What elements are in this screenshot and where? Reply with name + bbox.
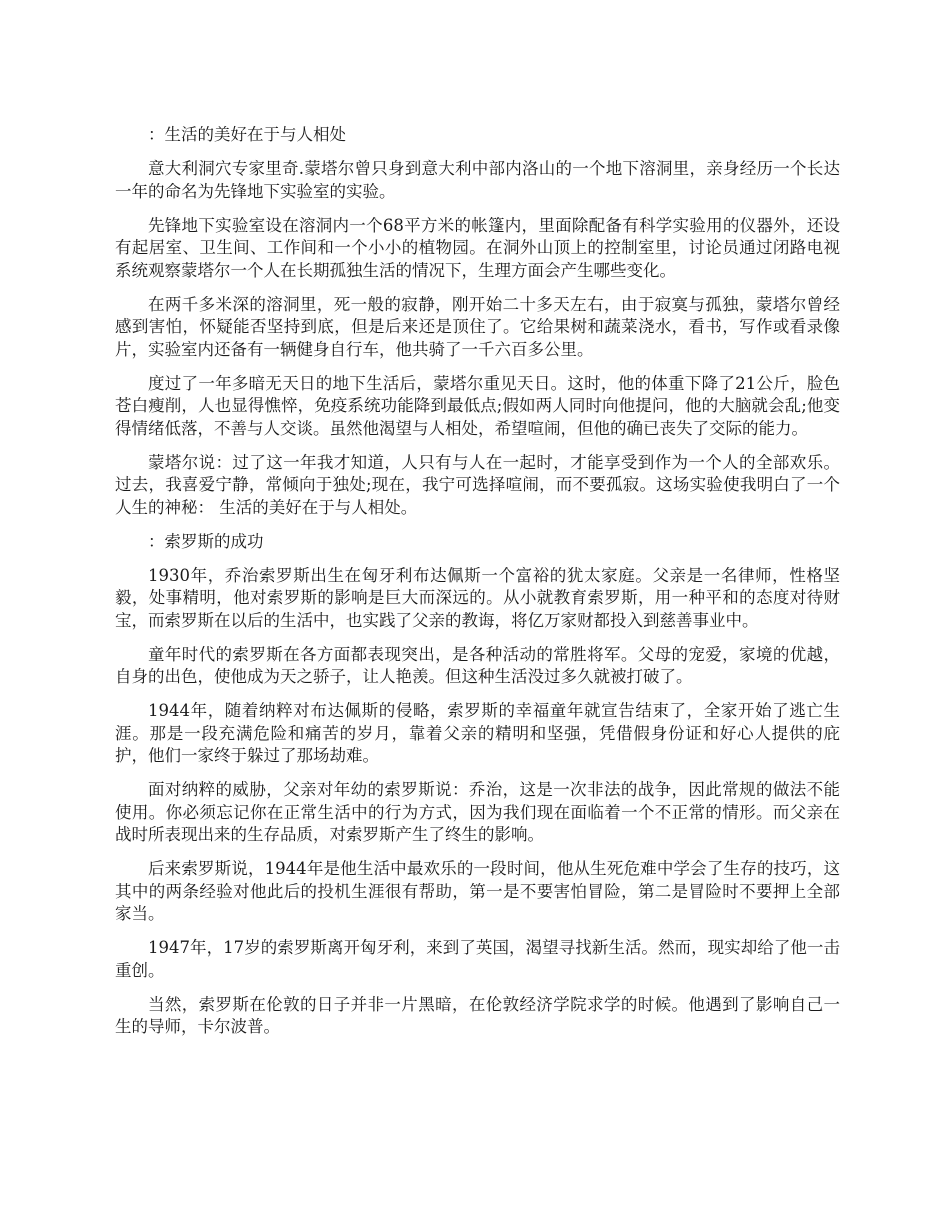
paragraph: 当然，索罗斯在伦敦的日子并非一片黑暗，在伦敦经济学院求学的时候。他遇到了影响自己一生的导师，卡尔波普。 (115, 994, 840, 1036)
paragraph: 度过了一年多暗无天日的地下生活后，蒙塔尔重见天日。这时，他的体重下降了21公斤，脸色苍白瘦削，人也显得憔悴，免疫系统功能降到最低点;假如两人同时向他提问，他的大脑就会乱;他变得情绪低落，不善与人交谈。虽然他渴望与人相处，希望喧闹，但他的确已丧失了交际的能力。 (115, 373, 840, 438)
document-body (115, 124, 840, 1050)
section-heading-1: ：生活的美好在于与人相处 (148, 125, 346, 144)
paragraph: 先锋地下实验室设在溶洞内一个68平方米的帐篷内，里面除配备有科学实验用的仪器外，还设有起居室、卫生间、工作间和一个小小的植物园。在洞外山顶上的控制室里，讨论员通过闭路电视系统观察蒙塔尔一个人在长期孤独生活的情况下，生理方面会产生哪些变化。 (115, 215, 840, 280)
paragraph: 后来索罗斯说，1944年是他生活中最欢乐的一段时间，他从生死危难中学会了生存的技巧，这其中的两条经验对他此后的投机生涯很有帮助，第一是不要害怕冒险，第二是冒险时不要押上全部家当。 (115, 859, 840, 923)
paragraph: 1947年，17岁的索罗斯离开匈牙利，来到了英国，渴望寻找新生活。然而，现实却给了他一击重创。 (115, 938, 840, 980)
paragraph: 在两千多米深的溶洞里，死一般的寂静，刚开始二十多天左右，由于寂寞与孤独，蒙塔尔曾经感到害怕，怀疑能否坚持到底，但是后来还是顶住了。它给果树和蔬菜浇水，看书，写作或看录像片，实验室内还备有一辆健身自行车，他共骑了一千六百多公里。 (115, 294, 840, 359)
paragraph: 意大利洞穴专家里奇.蒙塔尔曾只身到意大利中部内洛山的一个地下溶洞里，亲身经历一个长达一年的命名为先锋地下实验室的实验。 (115, 159, 840, 201)
paragraph: 1930年，乔治索罗斯出生在匈牙利布达佩斯一个富裕的犹太家庭。父亲是一名律师，性格坚毅，处事精明，他对索罗斯的影响是巨大而深远的。从小就教育索罗斯，用一种平和的态度对待财宝，而索罗斯在以后的生活中，也实践了父亲的教诲，将亿万家财都投入到慈善事业中。 (115, 565, 840, 630)
paragraph: 蒙塔尔说：过了这一年我才知道，人只有与人在一起时，才能享受到作为一个人的全部欢乐。过去，我喜爱宁静，常倾向于独处;现在，我宁可选择喧闹，而不要孤寂。这场实验使我明白了一个人生的神秘： 生活的美好在于与人相处。 (115, 452, 840, 517)
section-heading-2: ：索罗斯的成功 (148, 531, 264, 551)
paragraph: 童年时代的索罗斯在各方面都表现突出，是各种活动的常胜将军。父母的宠爱，家境的优越，自身的出色，使他成为天之骄子，让人艳羡。但这种生活没过多久就被打破了。 (115, 644, 840, 686)
paragraph: 1944年，随着纳粹对布达佩斯的侵略，索罗斯的幸福童年就宣告结束了，全家开始了逃亡生涯。那是一段充满危险和痛苦的岁月，靠着父亲的精明和坚强，凭借假身份证和好心人提供的庇护，他们一家终于躲过了那场劫难。 (115, 701, 840, 765)
paragraph: 面对纳粹的威胁，父亲对年幼的索罗斯说：乔治，这是一次非法的战争，因此常规的做法不能使用。你必须忘记你在正常生活中的行为方式，因为我们现在面临着一个不正常的情形。而父亲在战时所表现出来的生存品质，对索罗斯产生了终生的影响。 (115, 780, 840, 844)
